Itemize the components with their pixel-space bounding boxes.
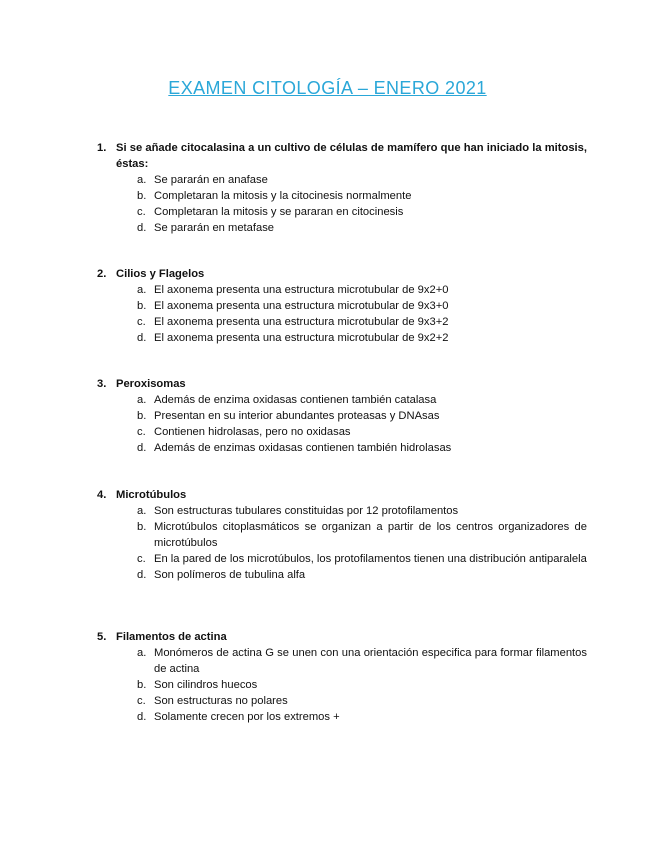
answer-options [97, 282, 587, 346]
option-letter: a. [137, 284, 147, 296]
option-letter: d. [137, 222, 147, 234]
question-3 [97, 376, 587, 456]
option-text: Completaran la mitosis y se pararan en citocinesis [154, 206, 404, 218]
answer-option [97, 330, 587, 346]
answer-option [97, 693, 587, 709]
answer-option [97, 503, 587, 519]
question-heading [97, 140, 587, 172]
option-text: Son estructuras tubulares constituidas por 12 protofilamentos [154, 505, 459, 517]
option-letter: a. [137, 505, 147, 517]
option-letter: b. [137, 679, 147, 691]
answer-option [97, 298, 587, 314]
option-letter: c. [137, 206, 146, 218]
question-number: 1. [97, 142, 107, 154]
question-heading [97, 266, 587, 282]
option-letter: d. [137, 711, 147, 723]
answer-option [97, 440, 587, 456]
option-letter: b. [137, 410, 147, 422]
option-text: Solamente crecen por los extremos + [154, 711, 340, 723]
option-text: Presentan en su interior abundantes proteasas y DNAsas [154, 410, 440, 422]
question-number: 3. [97, 378, 107, 390]
option-letter: c. [137, 426, 146, 438]
option-letter: b. [137, 521, 147, 533]
option-text: El axonema presenta una estructura microtubular de 9x3+0 [154, 300, 449, 312]
option-text: Además de enzimas oxidasas contienen también hidrolasas [154, 442, 452, 454]
question-text: Filamentos de actina [116, 631, 227, 643]
option-text: Completaran la mitosis y la citocinesis normalmente [154, 190, 412, 202]
answer-options [97, 172, 587, 236]
option-letter: a. [137, 647, 147, 659]
answer-option [97, 204, 587, 220]
option-text: El axonema presenta una estructura microtubular de 9x2+2 [154, 332, 449, 344]
question-5 [97, 629, 587, 725]
option-text: El axonema presenta una estructura microtubular de 9x3+2 [154, 316, 449, 328]
option-text: Además de enzima oxidasas contienen también catalasa [154, 394, 437, 406]
question-number: 2. [97, 268, 107, 280]
question-1 [97, 140, 587, 236]
answer-option [97, 567, 587, 583]
option-text: Microtúbulos citoplasmáticos se organizan a partir de los centros organizadores de microtúbulos [154, 521, 587, 549]
option-text: Monómeros de actina G se unen con una orientación especifica para formar filamentos de actina [154, 647, 587, 675]
exam-title: EXAMEN CITOLOGÍA – ENERO 2021 [168, 78, 487, 98]
answer-option [97, 172, 587, 188]
answer-option [97, 188, 587, 204]
option-letter: d. [137, 442, 147, 454]
question-text: Cilios y Flagelos [116, 268, 205, 280]
answer-options [97, 392, 587, 456]
option-text: Son polímeros de tubulina alfa [154, 569, 306, 581]
question-number: 4. [97, 489, 107, 501]
option-letter: a. [137, 174, 147, 186]
answer-option [97, 220, 587, 236]
option-text: Contienen hidrolasas, pero no oxidasas [154, 426, 351, 438]
option-letter: c. [137, 695, 146, 707]
answer-option [97, 519, 587, 551]
answer-option [97, 677, 587, 693]
question-heading [97, 487, 587, 503]
answer-option [97, 709, 587, 725]
option-text: El axonema presenta una estructura microtubular de 9x2+0 [154, 284, 449, 296]
question-text: Si se añade citocalasina a un cultivo de células de mamífero que han iniciado la mitosis, éstas: [116, 142, 587, 170]
answer-option [97, 314, 587, 330]
answer-option [97, 282, 587, 298]
answer-options [97, 503, 587, 583]
answer-option [97, 392, 587, 408]
option-letter: b. [137, 190, 147, 202]
answer-options [97, 645, 587, 725]
question-4 [97, 487, 587, 583]
option-letter: d. [137, 332, 147, 344]
option-letter: c. [137, 553, 146, 565]
option-text: Se pararán en anafase [154, 174, 268, 186]
option-text: En la pared de los microtúbulos, los protofilamentos tienen una distribución antiparalela [154, 553, 587, 565]
option-letter: d. [137, 569, 147, 581]
answer-option [97, 408, 587, 424]
question-heading [97, 376, 587, 392]
question-text: Microtúbulos [116, 489, 187, 501]
option-text: Son estructuras no polares [154, 695, 288, 707]
question-text: Peroxisomas [116, 378, 186, 390]
option-text: Se pararán en metafase [154, 222, 275, 234]
option-letter: b. [137, 300, 147, 312]
option-text: Son cilindros huecos [154, 679, 258, 691]
question-number: 5. [97, 631, 107, 643]
question-2 [97, 266, 587, 346]
question-heading [97, 629, 587, 645]
answer-option [97, 645, 587, 677]
answer-option [97, 424, 587, 440]
option-letter: c. [137, 316, 146, 328]
option-letter: a. [137, 394, 147, 406]
answer-option [97, 551, 587, 567]
